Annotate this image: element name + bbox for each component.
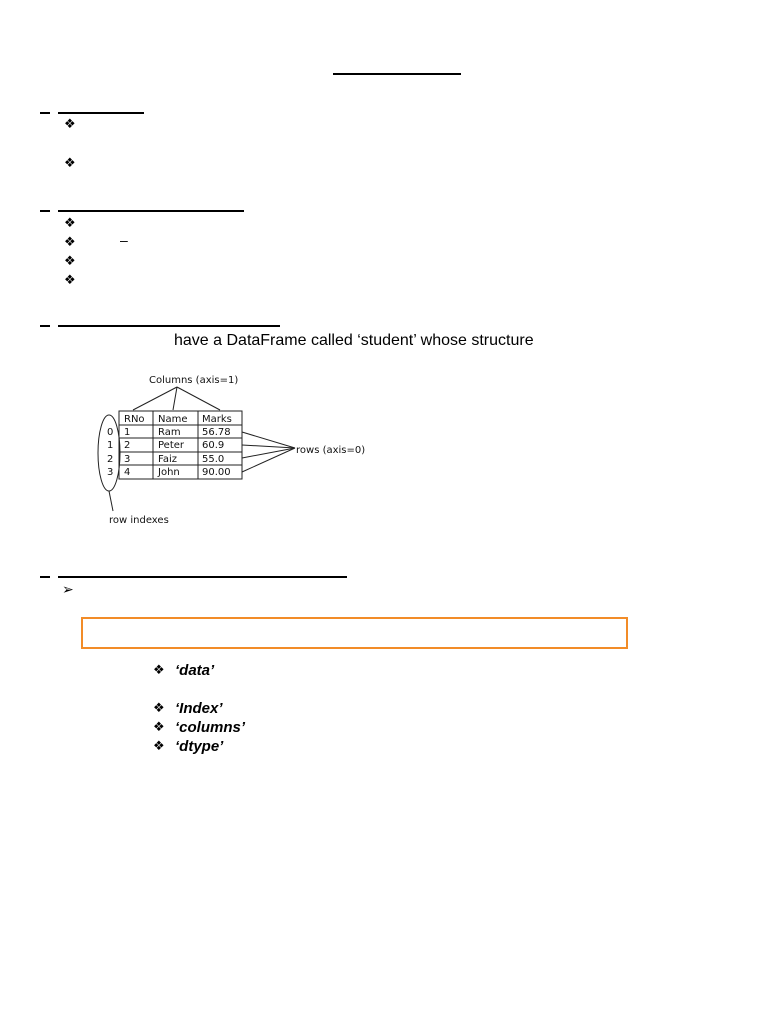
columns-arrow-1 [133, 387, 177, 410]
diamond-bullet-icon: ❖ [64, 117, 76, 132]
row-index-value: 3 [107, 467, 114, 478]
columns-arrow-2 [173, 387, 177, 410]
diamond-bullet-icon: ❖ [64, 235, 76, 250]
table-cell: Peter [158, 440, 185, 451]
intro-text: have a DataFrame called ‘student’ whose structure [174, 332, 534, 349]
table-cell: 3 [124, 454, 131, 465]
table-cell: 56.78 [202, 427, 231, 438]
row-index-value: 1 [107, 440, 114, 451]
table-header-cell: RNo [124, 414, 145, 425]
section-3-dash [40, 325, 50, 327]
columns-axis-label: Columns (axis=1) [149, 375, 239, 386]
section-2-heading-underline [58, 210, 244, 212]
diamond-bullet-icon: ❖ [153, 720, 165, 735]
diamond-bullet-icon: ❖ [64, 254, 76, 269]
dataframe-diagram [95, 368, 380, 528]
table-cell: Faiz [158, 454, 177, 465]
param-data: ‘data’ [175, 662, 215, 679]
section-4-dash [40, 576, 50, 578]
section-1-heading-underline [58, 112, 144, 114]
diamond-bullet-icon: ❖ [153, 739, 165, 754]
diamond-bullet-icon: ❖ [64, 273, 76, 288]
rows-axis-label: rows (axis=0) [296, 445, 366, 456]
diamond-bullet-icon: ❖ [64, 156, 76, 171]
param-index: ‘Index’ [175, 700, 223, 717]
columns-arrow-3 [177, 387, 220, 410]
table-cell: John [158, 467, 180, 478]
param-dtype: ‘dtype’ [175, 738, 224, 755]
arrow-bullet-icon: ➢ [62, 582, 74, 598]
title-underline [333, 73, 461, 75]
table-header-cell: Name [158, 414, 188, 425]
section-4-heading-underline [58, 576, 347, 578]
table-cell: Ram [158, 427, 181, 438]
dash-glyph: – [120, 232, 128, 248]
section-1-dash [40, 112, 50, 114]
diamond-bullet-icon: ❖ [153, 701, 165, 716]
syntax-box [81, 617, 628, 649]
param-columns: ‘columns’ [175, 719, 246, 736]
rows-arrow-4 [242, 448, 295, 472]
section-3-heading-underline [58, 325, 280, 327]
table-cell: 55.0 [202, 454, 225, 465]
section-2-dash [40, 210, 50, 212]
row-indexes-label: row indexes [109, 515, 169, 526]
table-cell: 4 [124, 467, 131, 478]
table-cell: 1 [124, 427, 131, 438]
table-cell: 90.00 [202, 467, 231, 478]
table-cell: 60.9 [202, 440, 225, 451]
row-index-pointer [109, 491, 113, 511]
row-index-value: 2 [107, 454, 114, 465]
diamond-bullet-icon: ❖ [153, 663, 165, 678]
diamond-bullet-icon: ❖ [64, 216, 76, 231]
table-cell: 2 [124, 440, 131, 451]
row-index-value: 0 [107, 427, 114, 438]
dataframe-figure [95, 368, 380, 528]
rows-arrow-3 [242, 448, 295, 458]
table-header-cell: Marks [202, 414, 232, 425]
